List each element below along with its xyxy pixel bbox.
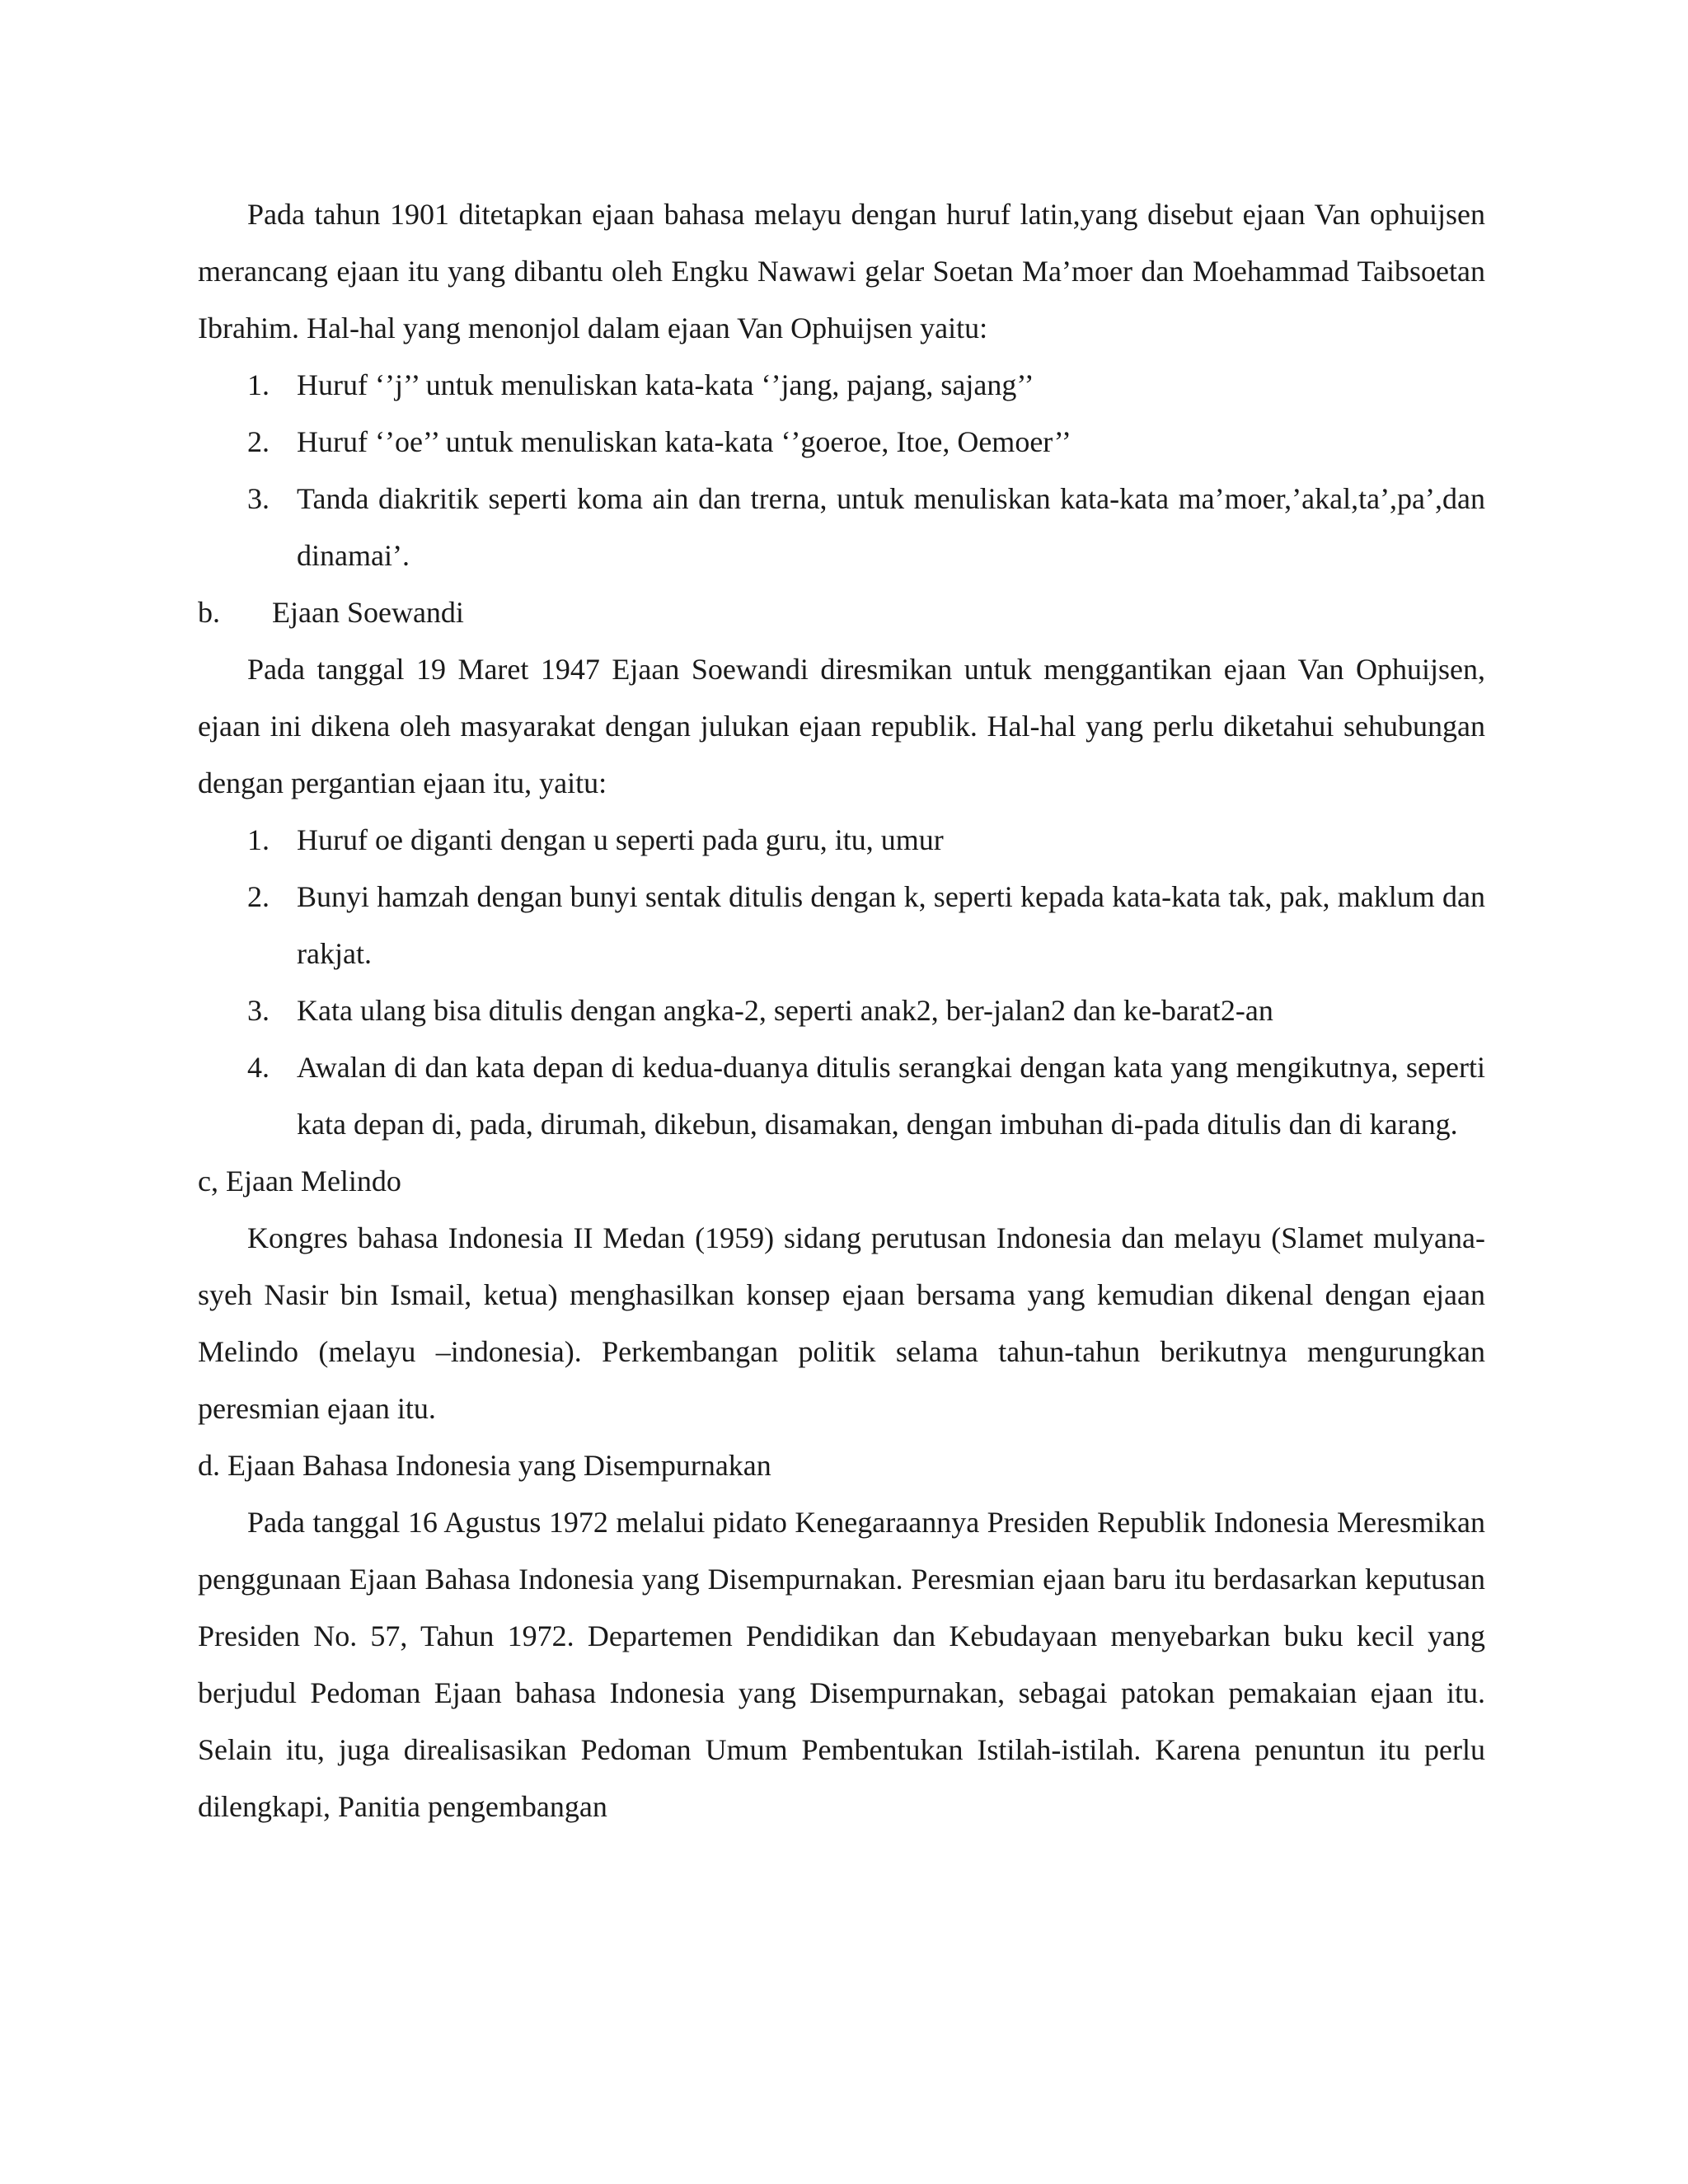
paragraph-ejaan-disempurnakan: Pada tanggal 16 Agustus 1972 melalui pidato Kenegaraannya Presiden Republik Indonesia Meresmikan penggunaan Ejaan Bahasa Indonesia yang Disempurnakan. Peresmian ejaan baru itu berdasarkan keputusan Presiden No. 57, Tahun 1972. Departemen Pendidikan dan Kebudayaan menyebarkan buku kecil yang berjudul Pedoman Ejaan bahasa Indonesia yang Disempurnakan, sebagai patokan pemakaian ejaan itu. Selain itu, juga direalisasikan Pedoman Umum Pembentukan Istilah-istilah. Karena penuntun itu perlu dilengkapi, Panitia pengembangan [198, 1506, 1485, 1823]
list-number: 3. [247, 994, 270, 1027]
list-item [198, 982, 1485, 1039]
list-number: 4. [247, 1051, 270, 1084]
list-text: Huruf ‘’j’’ untuk menuliskan kata-kata ‘’jang, pajang, sajang’’ [297, 368, 1034, 401]
list-text: Huruf ‘’oe’’ untuk menuliskan kata-kata ‘’goeroe, Itoe, Oemoer’’ [297, 425, 1071, 458]
list-item [198, 414, 1485, 471]
heading-title: Ejaan Soewandi [272, 596, 464, 629]
list-soewandi [198, 812, 1485, 1153]
paragraph-melindo: Kongres bahasa Indonesia II Medan (1959) sidang perutusan Indonesia dan melayu (Slamet mulyana-syeh Nasir bin Ismail, ketua) menghasilkan konsep ejaan bersama yang kemudian dikenal dengan ejaan Melindo (melayu –indonesia). Perkembangan politik selama tahun-tahun berikutnya mengurungkan peresmian ejaan itu. [198, 1221, 1485, 1425]
list-number: 3. [247, 482, 270, 515]
section-heading-c: c, Ejaan Melindo [198, 1165, 401, 1197]
list-text: Huruf oe diganti dengan u seperti pada guru, itu, umur [297, 823, 944, 856]
list-text: Awalan di dan kata depan di kedua-duanya ditulis serangkai dengan kata yang mengikutnya, seperti kata depan di, pada, dirumah, dikebun, disamakan, dengan imbuhan di-pada ditulis dan di karang. [297, 1051, 1485, 1141]
list-van-ophuijsen [198, 357, 1485, 584]
list-item [198, 357, 1485, 414]
list-item [198, 869, 1485, 982]
list-number: 2. [247, 425, 270, 458]
paragraph-van-ophuijsen: Pada tahun 1901 ditetapkan ejaan bahasa melayu dengan huruf latin,yang disebut ejaan Van ophuijsen merancang ejaan itu yang dibantu oleh Engku Nawawi gelar Soetan Ma’moer dan Moehammad Taibsoetan Ibrahim. Hal-hal yang menonjol dalam ejaan Van Ophuijsen yaitu: [198, 198, 1485, 344]
list-item [198, 471, 1485, 584]
page-content [198, 186, 1485, 1835]
list-number: 1. [247, 368, 270, 401]
list-text: Kata ulang bisa ditulis dengan angka-2, seperti anak2, ber-jalan2 dan ke-barat2-an [297, 994, 1273, 1027]
section-heading-d: d. Ejaan Bahasa Indonesia yang Disempurnakan [198, 1449, 771, 1482]
paragraph-soewandi: Pada tanggal 19 Maret 1947 Ejaan Soewandi diresmikan untuk menggantikan ejaan Van Ophuijsen, ejaan ini dikena oleh masyarakat dengan julukan ejaan republik. Hal-hal yang perlu diketahui sehubungan dengan pergantian ejaan itu, yaitu: [198, 653, 1485, 799]
heading-label: b. [198, 596, 220, 629]
list-text: Bunyi hamzah dengan bunyi sentak ditulis dengan k, seperti kepada kata-kata tak, pak, maklum dan rakjat. [297, 880, 1485, 970]
section-heading-b [198, 584, 1485, 641]
list-number: 1. [247, 823, 270, 856]
list-text: Tanda diakritik seperti koma ain dan trerna, untuk menuliskan kata-kata ma’moer,’akal,ta’,pa’,dan dinamai’. [297, 482, 1485, 572]
list-item [198, 1039, 1485, 1153]
list-number: 2. [247, 880, 270, 913]
list-item [198, 812, 1485, 869]
